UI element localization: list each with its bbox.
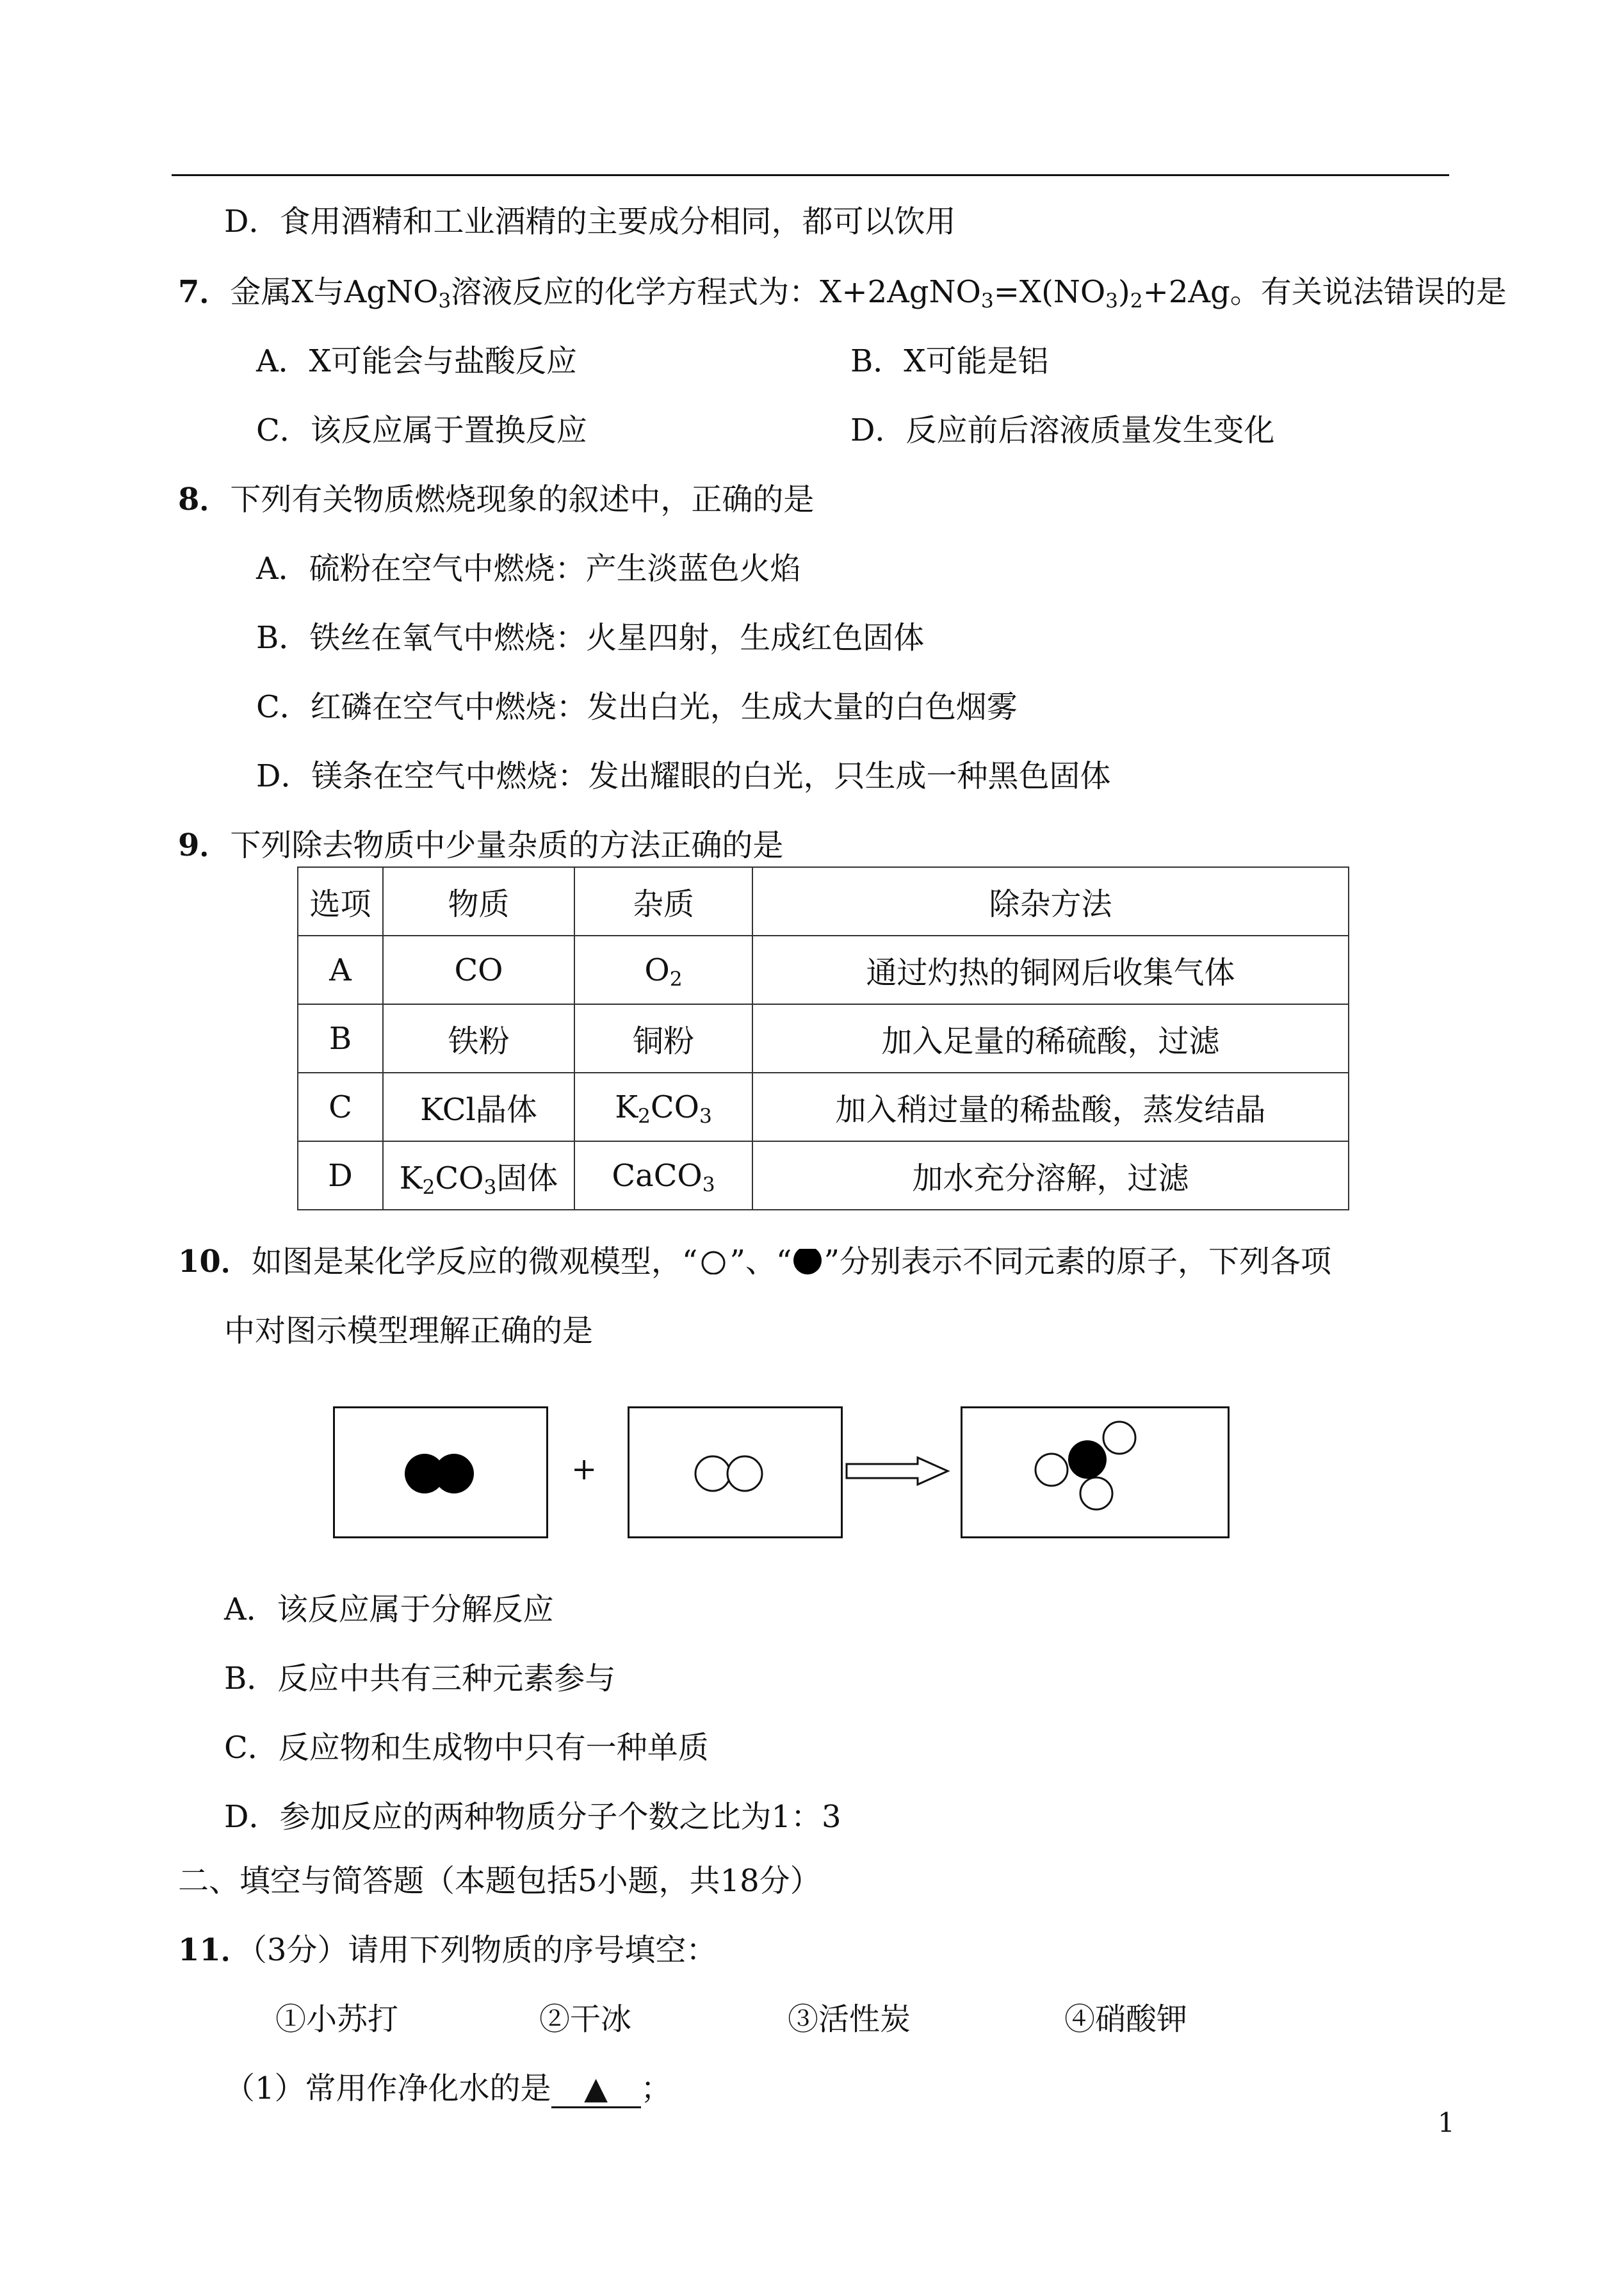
q7-option-d: D．反应前后溶液质量发生变化 [850, 412, 1275, 448]
cell-text: KCl晶体 [420, 1092, 537, 1128]
white-diatomic-molecule [629, 1408, 841, 1536]
cell-text: CO [454, 952, 503, 988]
q10-text-3: ”分别表示不同元素的原子，下列各项 [824, 1244, 1331, 1280]
plus-sign: + [571, 1451, 597, 1487]
question-number: 8． [178, 482, 231, 517]
cell-text: K [615, 1089, 638, 1125]
cell-sub: 3 [702, 1173, 715, 1196]
cell-text: CO [650, 1089, 699, 1125]
q7-stem [178, 272, 1507, 313]
q11-sub-1-end: ； [640, 2070, 672, 2106]
q10-option-a: A．该反应属于分解反应 [224, 1591, 554, 1627]
header-method: 除杂方法 [752, 867, 1349, 936]
q9-text: 下列除去物质中少量杂质的方法正确的是 [230, 827, 784, 863]
header-impurity: 杂质 [574, 867, 752, 936]
cell-text: K [399, 1160, 423, 1196]
question-number: 10． [178, 1244, 252, 1280]
q11-option-3: ③活性炭 [788, 2001, 911, 2037]
q8-option-c: C．红磷在空气中燃烧：发出白光，生成大量的白色烟雾 [256, 689, 1018, 725]
cell-sub: 3 [483, 1175, 497, 1199]
cell-substance [383, 1073, 574, 1141]
cell-text: 固体 [496, 1160, 558, 1196]
cell-method: 加入足量的稀硫酸，过滤 [752, 1004, 1349, 1073]
cell-sub: 2 [422, 1175, 435, 1199]
question-number: 11． [178, 1932, 252, 1968]
header-option: 选项 [298, 867, 383, 936]
table-row [298, 1141, 1349, 1210]
cell-option: A [298, 936, 383, 1004]
page-number: 1 [1438, 2107, 1455, 2138]
q10-option-c: C．反应物和生成物中只有一种单质 [224, 1730, 709, 1766]
q8-option-a: A．硫粉在空气中燃烧：产生淡蓝色火焰 [256, 551, 801, 587]
cell-sub: 3 [699, 1104, 712, 1128]
table-row [298, 1073, 1349, 1141]
product-box [961, 1406, 1230, 1538]
cell-method: 通过灼热的铜网后收集气体 [752, 936, 1349, 1004]
q7-sub-3: 3 [1105, 289, 1119, 313]
cell-method: 加入稍过量的稀盐酸，蒸发结晶 [752, 1073, 1349, 1141]
q7-text-1: 金属X与AgNO [230, 274, 439, 310]
q10-stem-line2: 中对图示模型理解正确的是 [224, 1313, 594, 1349]
cell-text: O [644, 952, 670, 988]
cell-impurity [574, 936, 752, 1004]
q11-sub-1 [224, 2068, 672, 2109]
q11-sub-1-text: （1）常用作净化水的是 [224, 2070, 551, 2106]
cell-option: D [298, 1141, 383, 1210]
cell-text: CO [435, 1160, 484, 1196]
q7-text-3: =X(NO [993, 274, 1106, 310]
table-row [298, 936, 1349, 1004]
cell-text: CaCO [612, 1157, 702, 1194]
q8-text: 下列有关物质燃烧现象的叙述中，正确的是 [230, 482, 815, 517]
q7-text-5: +2Ag。有关说法错误的是 [1142, 274, 1507, 310]
cell-substance [383, 1004, 574, 1073]
cell-option: B [298, 1004, 383, 1073]
cell-sub: 2 [669, 967, 683, 991]
q7-option-a: A．X可能会与盐酸反应 [256, 343, 577, 379]
q10-option-d: D．参加反应的两种物质分子个数之比为1：3 [224, 1799, 841, 1835]
table-row [298, 1004, 1349, 1073]
cell-impurity [574, 1004, 752, 1073]
answer-blank[interactable]: ▲ [551, 2068, 641, 2108]
cell-text: 铁粉 [448, 1023, 510, 1059]
cell-option: C [298, 1073, 383, 1141]
q7-sub-2: 3 [980, 289, 994, 313]
reactant-box-2 [628, 1406, 843, 1538]
black-atom-icon [792, 1249, 824, 1274]
q8-option-d: D．镁条在空气中燃烧：发出耀眼的白光，只生成一种黑色固体 [256, 758, 1111, 794]
section-heading: 二、填空与简答题（本题包括5小题，共18分） [178, 1863, 821, 1899]
header-substance: 物质 [383, 867, 574, 936]
q9-stem [178, 825, 783, 866]
q7-sub-1: 3 [438, 289, 451, 313]
cell-text: 铜粉 [632, 1023, 694, 1059]
product-molecule [962, 1408, 1228, 1536]
reaction-arrow-icon [844, 1455, 953, 1487]
cell-impurity [574, 1141, 752, 1210]
question-number: 7． [178, 274, 231, 310]
q7-sub-4: 2 [1130, 289, 1143, 313]
impurity-table [297, 866, 1349, 1210]
header-rule [172, 174, 1449, 176]
cell-impurity [574, 1073, 752, 1141]
q7-option-b: B．X可能是铝 [850, 343, 1049, 379]
q8-option-b: B．铁丝在氧气中燃烧：火星四射，生成红色固体 [256, 620, 925, 656]
cell-sub: 2 [638, 1104, 651, 1128]
q7-text-2: 溶液反应的化学方程式为：X+2AgNO [451, 274, 981, 310]
q11-option-1: ①小苏打 [275, 2001, 399, 2037]
q11-text: （3分）请用下列物质的序号填空： [251, 1932, 717, 1968]
white-atom-icon [697, 1249, 729, 1274]
black-diatomic-molecule [335, 1408, 546, 1536]
q11-stem [178, 1930, 717, 1971]
question-number: 9． [178, 827, 231, 863]
q10-option-b: B．反应中共有三种元素参与 [224, 1661, 616, 1696]
cell-substance [383, 936, 574, 1004]
q10-stem [178, 1241, 1331, 1282]
q7-text-4: ) [1118, 274, 1130, 310]
cell-method: 加水充分溶解，过滤 [752, 1141, 1349, 1210]
q10-text-1: 如图是某化学反应的微观模型，“ [251, 1244, 698, 1280]
q8-stem [178, 479, 814, 520]
q6-option-d: D．食用酒精和工业酒精的主要成分相同，都可以饮用 [224, 204, 956, 240]
q11-option-2: ②干冰 [539, 2001, 632, 2037]
q11-option-4: ④硝酸钾 [1064, 2001, 1188, 2037]
reactant-box-1 [333, 1406, 548, 1538]
q7-option-c: C．该反应属于置换反应 [256, 412, 587, 448]
table-header-row [298, 867, 1349, 936]
q10-text-2: ”、“ [729, 1244, 792, 1280]
cell-substance [383, 1141, 574, 1210]
